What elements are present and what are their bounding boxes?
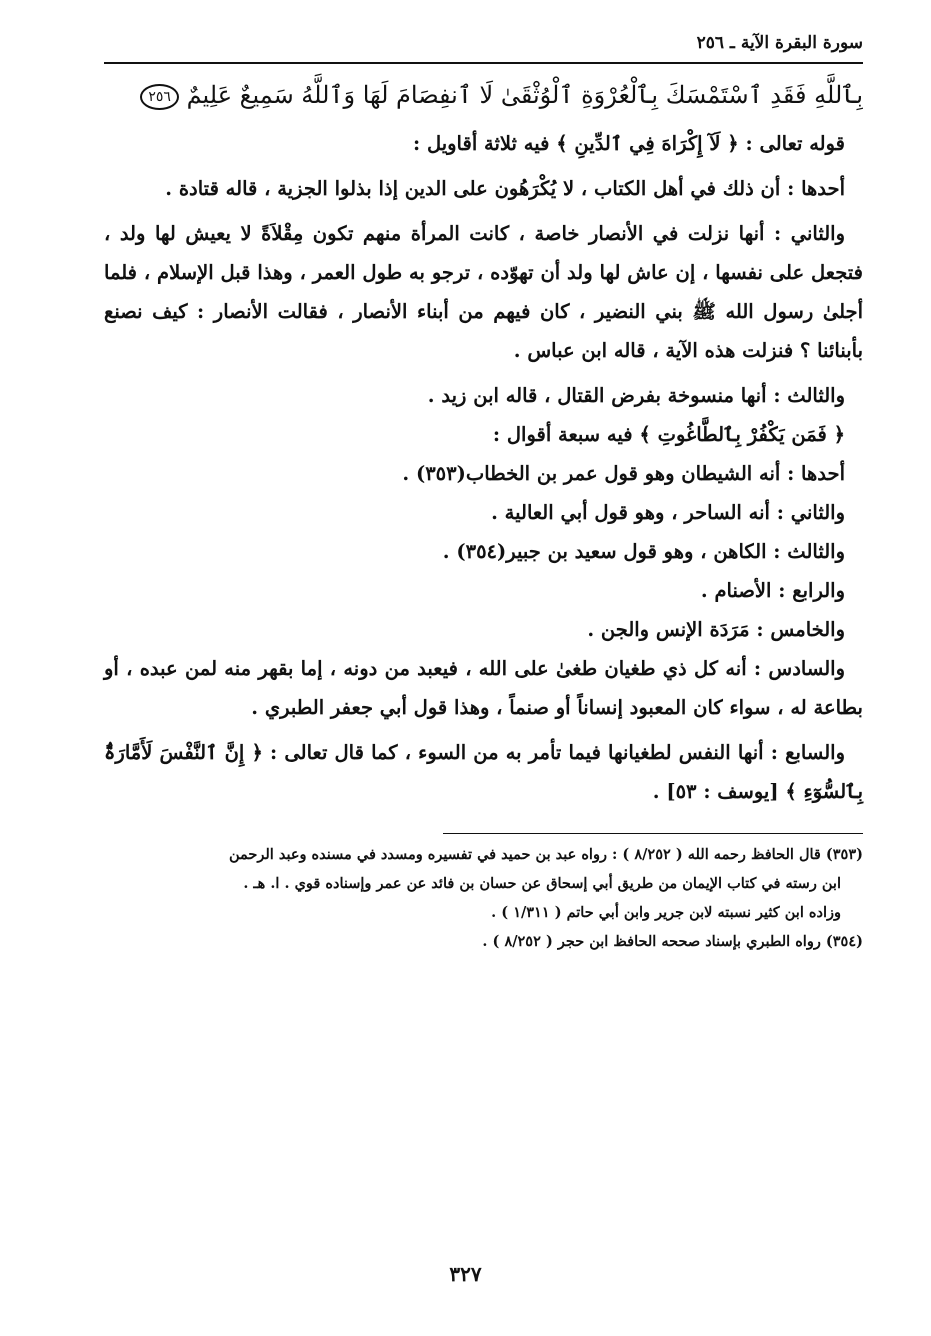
paragraph-taghut-intro: ﴿ فَمَن يَكْفُرْ بِٱلطَّاغُوتِ ﴾ فيه سبعة أقوال : [492,423,845,446]
paragraph-taghut-6: والسادس : أنه كل ذي طغيان طغىٰ على الله ، فيعبد من دونه ، إما بقهر منه لمن عبده ، أو بطاعة له ، سواء كان المعبود إنساناً أو صنماً ، وهذا قول أبي جعفر الطبري . [104,657,863,719]
commentary-body [104,124,863,811]
paragraph-second-opinion: والثاني : أنها نزلت في الأنصار خاصة ، كانت المرأة منهم تكون مِقْلاَةً لا يعيش لها ولد ، فتجعل على نفسها ، إن عاش لها ولد أن تهوّده ، ترجو به طول العمر ، وهذا قبل الإسلام ، فلما أجلىٰ رسول الله ﷺ بني النضير ، كان فيهم من أبناء الأنصار ، فقالت الأنصار : كيف نصنع بأبنائنا ؟ فنزلت هذه الآية ، قاله ابن عباس . [104,222,863,362]
paragraph-taghut-1: أحدها : أنه الشيطان وهو قول عمر بن الخطاب(٣٥٣) . [402,462,845,485]
footnote-354: (٣٥٤) رواه الطبري بإسناد صححه الحافظ ابن حجر ( ٨/٢٥٢ ) . [482,933,863,950]
paragraph-intro: قوله تعالى : ﴿ لَآ إِكْرَاهَ فِي ٱلدِّينِ ﴾ فيه ثلاثة أقاويل : [412,132,845,155]
footnote-353: (٣٥٣) قال الحافظ رحمه الله ( ٨/٢٥٢ ) : رواه عبد بن حميد في تفسيره ومسدد في مسنده وعبد الرحمن [228,846,863,863]
paragraph-third-opinion: والثالث : أنها منسوخة بفرض القتال ، قاله ابن زيد . [427,384,845,407]
paragraph-taghut-5: والخامس : مَرَدَة الإنس والجن . [587,618,845,641]
page-number: ٣٢٧ [449,1262,482,1286]
header-rule [104,62,863,64]
footnote-353-addition: وزاده ابن كثير نسبته لابن جرير وابن أبي حاتم ( ١/٣١١ ) . [491,904,841,921]
footnote-rule [443,833,863,834]
paragraph-taghut-2: والثاني : أنه الساحر ، وهو قول أبي العالية . [491,501,845,524]
paragraph-first-opinion: أحدها : أن ذلك في أهل الكتاب ، لا يُكْرَهُون على الدين إذا بذلوا الجزية ، قاله قتادة . [165,177,845,200]
paragraph-taghut-4: والرابع : الأصنام . [700,579,845,602]
quran-verse [104,70,863,124]
verse-number-badge: ٢٥٦ [140,84,179,110]
footnotes [104,840,863,956]
verse-text: بِٱللَّهِ فَقَدِ ٱسْتَمْسَكَ بِٱلْعُرْوَةِ ٱلْوُثْقَىٰ لَا ٱنفِصَامَ لَهَا وَٱللَّهُ سَمِيعٌ عَلِيمٌ [186,81,863,109]
running-header: سورة البقرة الآية ـ ٢٥٦ [696,33,863,53]
paragraph-taghut-3: والثالث : الكاهن ، وهو قول سعيد بن جبير(٣٥٤) . [442,540,845,563]
paragraph-taghut-7: والسابع : أنها النفس لطغيانها فيما تأمر به من السوء ، كما قال تعالى : ﴿ إِنَّ ٱلنَّفْسَ لَأَمَّارَةٌۢ بِٱلسُّوٓءِ ﴾ [يوسف : ٥٣] . [104,741,863,803]
footnote-353-continued: ابن رسته في كتاب الإيمان من طريق أبي إسحاق عن حسان بن فائد عن عمر وإسناده قوي . ا. هـ . [243,875,841,892]
